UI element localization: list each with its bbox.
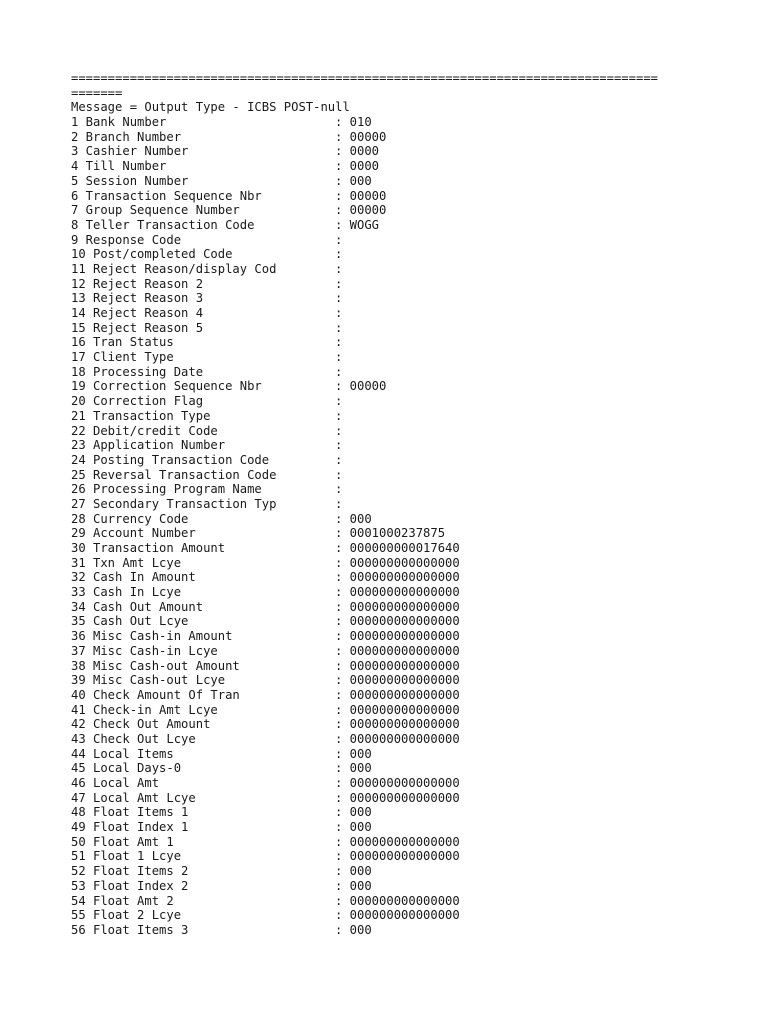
field-row bbox=[71, 277, 731, 292]
field-label: 4 Till Number bbox=[71, 159, 167, 174]
field-row bbox=[71, 144, 731, 159]
field-label: 14 Reject Reason 4 bbox=[71, 306, 204, 320]
separator-rule-wrap: ======= bbox=[71, 85, 123, 100]
field-label: 56 Float Items 3 bbox=[71, 922, 189, 937]
field-value: : bbox=[335, 261, 343, 276]
field-row bbox=[71, 747, 731, 762]
field-row bbox=[71, 717, 731, 732]
field-row bbox=[71, 306, 731, 321]
field-row bbox=[71, 453, 731, 468]
field-row bbox=[71, 541, 731, 556]
field-row bbox=[71, 262, 731, 277]
field-label: 17 Client Type bbox=[71, 350, 174, 365]
field-value: : bbox=[335, 467, 343, 482]
field-label: 32 Cash In Amount bbox=[71, 570, 196, 585]
field-label: 50 Float Amt 1 bbox=[71, 834, 174, 849]
field-value: : 000000000000000 bbox=[335, 849, 460, 864]
field-row bbox=[71, 409, 731, 424]
field-label: 12 Reject Reason 2 bbox=[71, 276, 204, 291]
field-row bbox=[71, 614, 731, 629]
field-label: 5 Session Number bbox=[71, 173, 189, 188]
field-value: : 000 bbox=[335, 761, 372, 776]
field-row bbox=[71, 703, 731, 718]
field-row bbox=[71, 629, 731, 644]
field-value: : 000000000000000 bbox=[335, 687, 460, 702]
field-row bbox=[71, 233, 731, 248]
field-row bbox=[71, 805, 731, 820]
field-value: : bbox=[335, 452, 343, 467]
field-label: 43 Check Out Lcye bbox=[71, 731, 196, 746]
field-value: : bbox=[335, 408, 343, 423]
field-label: 26 Processing Program Name bbox=[71, 482, 262, 497]
field-value: : 000000000000000 bbox=[335, 908, 460, 923]
field-value: : bbox=[335, 247, 343, 262]
field-row bbox=[71, 923, 731, 938]
field-row bbox=[71, 849, 731, 864]
field-label: 27 Secondary Transaction Typ bbox=[71, 496, 277, 511]
field-label: 21 Transaction Type bbox=[71, 408, 211, 423]
field-value: : 00000 bbox=[335, 379, 387, 394]
field-value: : 00000 bbox=[335, 188, 387, 203]
field-value: : 000 bbox=[335, 864, 372, 879]
field-value: : 0001000237875 bbox=[335, 526, 446, 541]
field-value: : 00000 bbox=[335, 129, 387, 144]
field-row bbox=[71, 585, 731, 600]
field-value: : bbox=[335, 423, 343, 438]
field-row bbox=[71, 482, 731, 497]
field-row bbox=[71, 644, 731, 659]
field-label: 20 Correction Flag bbox=[71, 394, 204, 409]
field-value: : 000 bbox=[335, 173, 372, 188]
field-label: 3 Cashier Number bbox=[71, 144, 189, 159]
field-value: : 00000 bbox=[335, 203, 387, 218]
field-row bbox=[71, 291, 731, 306]
field-row bbox=[71, 526, 731, 541]
field-label: 16 Tran Status bbox=[71, 335, 174, 350]
field-value: : 000 bbox=[335, 878, 372, 893]
field-value: : 0000 bbox=[335, 159, 380, 174]
field-value: : bbox=[335, 335, 343, 350]
field-value: : bbox=[335, 306, 343, 320]
field-label: 38 Misc Cash-out Amount bbox=[71, 658, 240, 673]
field-value: : 000 bbox=[335, 511, 372, 526]
field-value: : 000000000017640 bbox=[335, 541, 460, 555]
field-row bbox=[71, 321, 731, 336]
field-row bbox=[71, 512, 731, 527]
field-value: : bbox=[335, 364, 343, 379]
field-value: : 000 bbox=[335, 922, 372, 937]
field-label: 37 Misc Cash-in Lcye bbox=[71, 643, 218, 658]
field-row bbox=[71, 600, 731, 615]
field-label: 55 Float 2 Lcye bbox=[71, 908, 182, 923]
field-row bbox=[71, 820, 731, 835]
field-value: : 000000000000000 bbox=[335, 643, 460, 658]
field-value: : bbox=[335, 291, 343, 306]
field-label: 39 Misc Cash-out Lcye bbox=[71, 673, 226, 688]
field-label: 41 Check-in Amt Lcye bbox=[71, 702, 218, 717]
field-label: 25 Reversal Transaction Code bbox=[71, 467, 277, 482]
field-value: : bbox=[335, 232, 343, 247]
field-value: : 000000000000000 bbox=[335, 614, 460, 629]
field-label: 52 Float Items 2 bbox=[71, 864, 189, 879]
field-label: 24 Posting Transaction Code bbox=[71, 452, 270, 467]
field-value: : 0000 bbox=[335, 144, 380, 159]
field-value: : 000000000000000 bbox=[335, 673, 460, 688]
field-row bbox=[71, 864, 731, 879]
field-value: : 010 bbox=[335, 115, 372, 130]
field-value: : 000000000000000 bbox=[335, 893, 460, 908]
field-row bbox=[71, 394, 731, 409]
field-row bbox=[71, 247, 731, 262]
field-value: : 000000000000000 bbox=[335, 717, 460, 732]
field-value: : 000000000000000 bbox=[335, 834, 460, 849]
field-value: : 000000000000000 bbox=[335, 585, 460, 600]
field-label: 10 Post/completed Code bbox=[71, 247, 233, 262]
field-value: : 000000000000000 bbox=[335, 555, 460, 570]
field-label: 54 Float Amt 2 bbox=[71, 893, 174, 908]
field-label: 48 Float Items 1 bbox=[71, 805, 189, 820]
field-label: 22 Debit/credit Code bbox=[71, 423, 218, 438]
field-value: : 000000000000000 bbox=[335, 658, 460, 673]
field-value: : 000000000000000 bbox=[335, 629, 460, 644]
field-value: : 000000000000000 bbox=[335, 599, 460, 614]
field-row bbox=[71, 570, 731, 585]
field-label: 49 Float Index 1 bbox=[71, 820, 189, 835]
message-title: Message = Output Type - ICBS POST-null bbox=[71, 100, 350, 115]
field-label: 1 Bank Number bbox=[71, 115, 167, 130]
document-body bbox=[71, 71, 731, 938]
field-label: 19 Correction Sequence Nbr bbox=[71, 379, 262, 394]
field-label: 9 Response Code bbox=[71, 232, 182, 247]
field-row bbox=[71, 732, 731, 747]
field-label: 15 Reject Reason 5 bbox=[71, 320, 204, 335]
field-label: 42 Check Out Amount bbox=[71, 717, 211, 732]
field-label: 45 Local Days-0 bbox=[71, 761, 182, 776]
field-row bbox=[71, 115, 731, 130]
field-label: 46 Local Amt bbox=[71, 776, 160, 790]
field-label: 23 Application Number bbox=[71, 438, 226, 453]
field-row bbox=[71, 159, 731, 174]
field-label: 40 Check Amount Of Tran bbox=[71, 687, 240, 702]
field-row bbox=[71, 203, 731, 218]
field-row bbox=[71, 688, 731, 703]
field-row bbox=[71, 835, 731, 850]
field-row bbox=[71, 791, 731, 806]
field-row bbox=[71, 130, 731, 145]
field-value: : bbox=[335, 350, 343, 365]
field-label: 7 Group Sequence Number bbox=[71, 203, 240, 218]
field-row bbox=[71, 776, 731, 791]
field-value: : bbox=[335, 496, 343, 511]
field-row bbox=[71, 365, 731, 380]
field-label: 30 Transaction Amount bbox=[71, 541, 226, 555]
field-row bbox=[71, 438, 731, 453]
field-row bbox=[71, 218, 731, 233]
field-value: : 000000000000000 bbox=[335, 790, 460, 805]
field-label: 29 Account Number bbox=[71, 526, 196, 541]
field-row bbox=[71, 659, 731, 674]
field-row bbox=[71, 350, 731, 365]
field-row bbox=[71, 189, 731, 204]
field-value: : bbox=[335, 438, 343, 453]
field-value: : 000 bbox=[335, 746, 372, 761]
field-label: 44 Local Items bbox=[71, 746, 174, 761]
field-row bbox=[71, 879, 731, 894]
field-value: : bbox=[335, 394, 343, 409]
field-row bbox=[71, 908, 731, 923]
field-row bbox=[71, 497, 731, 512]
field-value: : 000000000000000 bbox=[335, 570, 460, 585]
field-row bbox=[71, 335, 731, 350]
field-label: 28 Currency Code bbox=[71, 511, 189, 526]
field-row bbox=[71, 556, 731, 571]
field-label: 18 Processing Date bbox=[71, 364, 204, 379]
field-label: 6 Transaction Sequence Nbr bbox=[71, 188, 262, 203]
field-row bbox=[71, 761, 731, 776]
field-label: 51 Float 1 Lcye bbox=[71, 849, 182, 864]
field-label: 53 Float Index 2 bbox=[71, 878, 189, 893]
field-label: 8 Teller Transaction Code bbox=[71, 217, 255, 232]
field-value: : 000 bbox=[335, 820, 372, 835]
field-value: : 000 bbox=[335, 805, 372, 820]
field-value: : bbox=[335, 482, 343, 497]
field-value: : WOGG bbox=[335, 217, 380, 232]
field-row bbox=[71, 468, 731, 483]
field-label: 47 Local Amt Lcye bbox=[71, 790, 196, 805]
field-row bbox=[71, 379, 731, 394]
field-label: 36 Misc Cash-in Amount bbox=[71, 629, 233, 644]
field-row bbox=[71, 673, 731, 688]
field-label: 13 Reject Reason 3 bbox=[71, 291, 204, 306]
field-label: 11 Reject Reason/display Cod bbox=[71, 261, 277, 276]
field-label: 31 Txn Amt Lcye bbox=[71, 555, 182, 570]
field-value: : bbox=[335, 276, 343, 291]
field-row bbox=[71, 894, 731, 909]
field-value: : 000000000000000 bbox=[335, 702, 460, 717]
field-label: 35 Cash Out Lcye bbox=[71, 614, 189, 629]
field-label: 34 Cash Out Amount bbox=[71, 599, 204, 614]
separator-rule: ================================================================================ bbox=[71, 71, 658, 85]
field-label: 2 Branch Number bbox=[71, 129, 182, 144]
field-value: : 000000000000000 bbox=[335, 776, 460, 790]
field-label: 33 Cash In Lcye bbox=[71, 585, 182, 600]
field-row bbox=[71, 424, 731, 439]
field-value: : 000000000000000 bbox=[335, 731, 460, 746]
field-row bbox=[71, 174, 731, 189]
field-list bbox=[71, 115, 731, 938]
field-value: : bbox=[335, 320, 343, 335]
